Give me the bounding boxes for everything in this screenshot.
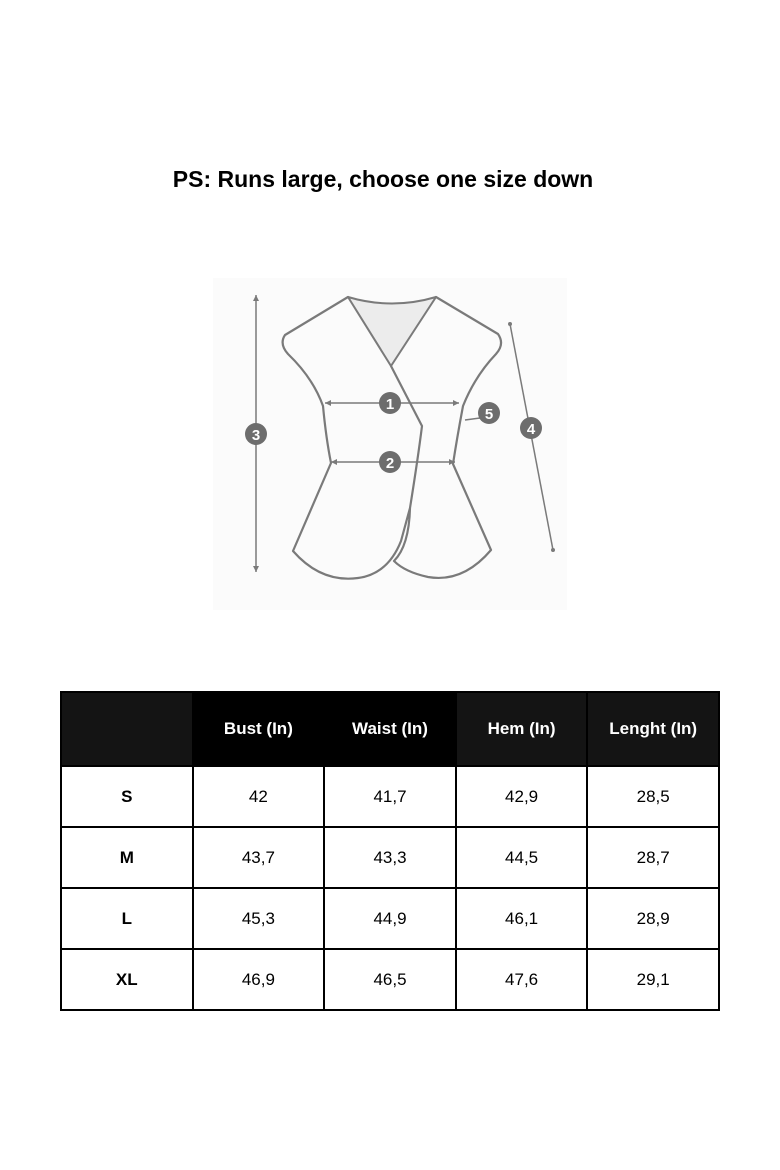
- size-label: L: [61, 888, 193, 949]
- bust-value: 45,3: [193, 888, 325, 949]
- size-label: XL: [61, 949, 193, 1010]
- neckline-lining: [348, 297, 436, 366]
- header-waist: Waist (In): [324, 692, 456, 766]
- waist-value: 46,5: [324, 949, 456, 1010]
- size-chart-table: [60, 691, 720, 1011]
- waist-value: 43,3: [324, 827, 456, 888]
- waist-value: 44,9: [324, 888, 456, 949]
- table-row: [61, 827, 719, 888]
- hem-value: 47,6: [456, 949, 588, 1010]
- hem-value: 46,1: [456, 888, 588, 949]
- size-label: S: [61, 766, 193, 827]
- table-row: [61, 766, 719, 827]
- size-label: M: [61, 827, 193, 888]
- length-value: 28,7: [587, 827, 719, 888]
- garment-measurement-diagram: [213, 278, 567, 610]
- length-value: 28,9: [587, 888, 719, 949]
- length-value: 28,5: [587, 766, 719, 827]
- table-row: [61, 949, 719, 1010]
- hem-value: 44,5: [456, 827, 588, 888]
- waist-value: 41,7: [324, 766, 456, 827]
- fit-note: PS: Runs large, choose one size down: [172, 166, 594, 192]
- table-row: [61, 888, 719, 949]
- marker-1: [379, 392, 401, 414]
- svg-text:1: 1: [385, 396, 395, 413]
- svg-text:4: 4: [526, 421, 536, 438]
- svg-text:2: 2: [385, 455, 395, 472]
- marker-4: [520, 417, 542, 439]
- marker-2: [379, 451, 401, 473]
- bust-value: 43,7: [193, 827, 325, 888]
- header-hem: Hem (In): [456, 692, 588, 766]
- hem-value: 42,9: [456, 766, 588, 827]
- table-header-row: [61, 692, 719, 766]
- header-bust: Bust (In): [193, 692, 325, 766]
- marker-3: [245, 423, 267, 445]
- length-value: 29,1: [587, 949, 719, 1010]
- marker-5: [478, 402, 500, 424]
- header-length: Lenght (In): [587, 692, 719, 766]
- svg-text:5: 5: [484, 406, 494, 423]
- vest-outline-illustration: [213, 278, 567, 610]
- bust-value: 46,9: [193, 949, 325, 1010]
- svg-text:3: 3: [251, 427, 261, 444]
- header-size: [61, 692, 193, 766]
- bust-value: 42: [193, 766, 325, 827]
